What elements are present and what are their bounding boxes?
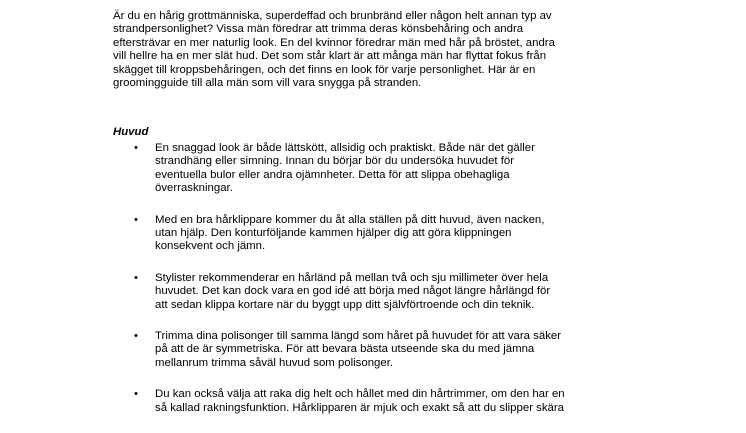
intro-line: vill hellre ha en mer slät hud. Det som står klart är att många män har flyttat fokus från bbox=[113, 50, 547, 63]
section-heading: Huvud bbox=[113, 126, 149, 138]
bullet-line: att sedan klippa kortare när du byggt upp ditt självförtroende och din teknik. bbox=[155, 298, 535, 311]
bullet-icon: • bbox=[134, 213, 138, 226]
bullet-icon: • bbox=[134, 388, 138, 401]
bullet-line: Med en bra hårklippare kommer du åt alla ställen på ditt huvud, även nacken, bbox=[155, 213, 545, 226]
bullet-list bbox=[113, 142, 633, 433]
intro-line: strandpersonlighet? Vissa män föredrar att trimma deras könsbehåring och andra bbox=[113, 23, 524, 36]
bullet-line: Trimma dina polisonger till samma längd som håret på huvudet för att vara säker bbox=[155, 330, 562, 343]
intro-line: groomingguide till alla män som vill vara snygga på stranden. bbox=[113, 77, 422, 90]
bullet-line: så kallad rakningsfunktion. Hårklipparen är mjuk och exakt så att du slipper skära bbox=[155, 401, 565, 414]
bullet-line: på att de är symmetriska. För att bevara bästa utseende ska du med jämna bbox=[155, 343, 535, 356]
bullet-line: En snaggad look är både lättskött, allsidig och praktiskt. Både när det gäller bbox=[155, 142, 535, 154]
bullet-line: huvudet. Det kan dock vara en god idé att börja med något längre hårlängd för bbox=[155, 285, 551, 298]
list-item bbox=[113, 388, 633, 415]
bullet-line: strandhäng eller simning. Innan du börjar bör du undersöka huvudet för bbox=[155, 155, 515, 168]
bullet-icon: • bbox=[134, 142, 138, 154]
intro-line: eftersträvar en mer naturlig look. En del kvinnor föredrar män med hår på bröstet, andra bbox=[113, 36, 555, 49]
bullet-icon: • bbox=[134, 330, 138, 343]
bullet-line: Stylister rekommenderar en hårländ på mellan två och sju millimeter över hela bbox=[155, 271, 549, 284]
bullet-line: utan hjälp. Den konturföljande kammen hjälper dig att göra klippningen bbox=[155, 227, 512, 240]
list-item bbox=[113, 142, 633, 196]
intro-line: skägget till kroppsbehåringen, och det finns en look för varje personlighet. Här är en bbox=[113, 63, 536, 76]
bullet-line: eventuella bulor eller andra ojämnheter. Detta för att slippa obehagliga bbox=[155, 168, 510, 181]
bullet-line: Du kan också välja att raka dig helt och hållet med din hårtrimmer, om den har en bbox=[155, 388, 565, 401]
bullet-line: överraskningar. bbox=[155, 182, 233, 195]
intro-paragraph bbox=[113, 10, 623, 90]
list-item bbox=[113, 214, 633, 254]
list-item bbox=[113, 330, 633, 370]
bullet-icon: • bbox=[134, 271, 138, 284]
bullet-line: konsekvent och jämn. bbox=[155, 240, 266, 253]
bullet-line: mellanrum trimma såväl huvud som polisonger. bbox=[155, 356, 394, 369]
intro-line: Är du en hårig grottmänniska, superdeffad och brunbränd eller någon helt annan typ av bbox=[113, 10, 552, 22]
list-item bbox=[113, 272, 633, 312]
